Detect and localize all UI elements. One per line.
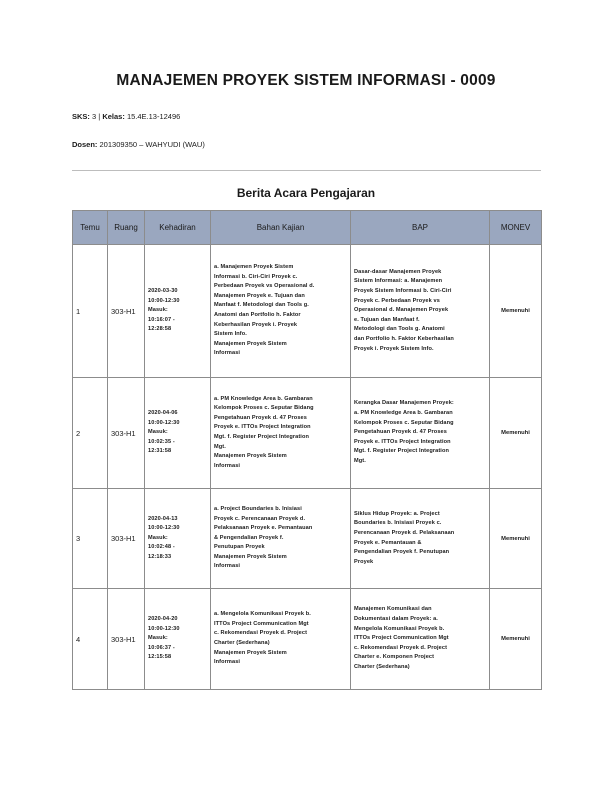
kehadiran-line: 10:00-12:30 (148, 297, 180, 304)
bap-line: Dasar-dasar Manajemen Proyek (354, 268, 442, 275)
table-row (73, 245, 542, 378)
bap-line: Operasional d. Manajemen Proyek (354, 307, 449, 314)
kehadiran-line: Masuk: (148, 635, 168, 642)
kehadiran-line: 10:06:37 - (148, 644, 175, 651)
bap-line: Proyek c. Perbedaan Proyek vs (354, 297, 440, 304)
cell-ruang: 303-H1 (108, 589, 145, 690)
bap-line: Proyek i. Proyek Sistem Info. (354, 345, 434, 352)
kehadiran-line: Masuk: (148, 307, 168, 314)
bap-line: Charter e. Komponen Project (354, 654, 435, 661)
bahan-line: a. Mengelola Komunikasi Proyek b. (214, 611, 311, 618)
table-header-row (73, 211, 542, 245)
table-row (73, 378, 542, 489)
bap-line: Proyek Sistem Informasi b. Ciri-Ciri (354, 288, 452, 295)
kehadiran-line: 2020-04-20 (148, 616, 178, 623)
cell-kehadiran (145, 489, 211, 589)
bahan-line: Informasi b. Ciri-Ciri Proyek c. (214, 273, 298, 280)
kehadiran-line: 10:02:35 - (148, 438, 175, 445)
bahan-line: Charter (Sederhana) (214, 640, 270, 646)
cell-ruang: 303-H1 (108, 378, 145, 489)
bahan-line: Mgt. f. Register Project Integration (214, 434, 309, 440)
cell-temu: 3 (73, 489, 108, 589)
kehadiran-line: 10:16:07 - (148, 316, 175, 323)
bahan-line: Kelompok Proses c. Seputar Bidang (214, 405, 314, 412)
kehadiran-line: 12:31:58 (148, 448, 172, 455)
kehadiran-line: 2020-04-06 (148, 410, 178, 417)
bap-line: Perencanaan Proyek d. Pelaksanaan (354, 529, 455, 536)
bahan-line: Manajemen Proyek Sistem (214, 340, 287, 347)
cell-bap (351, 245, 490, 378)
bahan-line: Anatomi dan Portfolio h. Faktor (214, 312, 301, 318)
bap-line: Charter (Sederhana) (354, 663, 410, 670)
bap-line: Dokumentasi dalam Proyek: a. (354, 616, 438, 623)
cell-temu: 4 (73, 589, 108, 690)
kehadiran-line: 2020-03-30 (148, 288, 178, 295)
bap-line: c. Rekomendasi Proyek d. Project (354, 644, 448, 651)
table-row (73, 589, 542, 690)
bap-line: Proyek e. Pemantauan & (354, 539, 422, 546)
sks-label: SKS (72, 112, 88, 121)
bap-line: Manajemen Komunikasi dan (354, 606, 432, 613)
bap-line: Mgt. f. Register Project Integration (354, 448, 449, 455)
cell-kehadiran (145, 589, 211, 690)
bahan-line: Perbedaan Proyek vs Operasional d. (214, 283, 315, 290)
bahan-line: Manajemen Proyek Sistem (214, 649, 287, 656)
cell-temu: 1 (73, 245, 108, 378)
kehadiran-line: 12:18:33 (148, 553, 172, 560)
divider (72, 170, 541, 171)
cell-bap (351, 489, 490, 589)
bahan-line: Sistem Info. (214, 331, 247, 338)
kehadiran-line: 10:02:48 - (148, 544, 175, 551)
cell-monev: Memenuhi (490, 589, 542, 690)
kelas-value: 15.4E.13-12496 (126, 112, 181, 121)
kehadiran-line: 10:00-12:30 (148, 625, 180, 632)
cell-bahan-kajian (211, 589, 351, 690)
cell-monev: Memenuhi (490, 489, 542, 589)
bahan-line: Informasi (214, 350, 241, 357)
sks-value: 3 (92, 112, 97, 121)
bap-line: Pengetahuan Proyek d. 47 Proses (354, 429, 447, 436)
bahan-line: Manajemen Proyek Sistem (214, 453, 287, 460)
header-bahan-kajian: Bahan Kajian (211, 211, 351, 245)
cell-bahan-kajian (211, 245, 351, 378)
dosen-value: 201309350 – WAHYUDI (WAU) (99, 140, 205, 149)
course-info: SKS: 3 | Kelas: 15.4E.13-12496 (72, 112, 181, 121)
cell-temu: 2 (73, 378, 108, 489)
lecturer-info: Dosen: 201309350 – WAHYUDI (WAU) (72, 140, 205, 149)
bahan-line: Manajemen Proyek Sistem (214, 553, 287, 560)
bap-line: Proyek e. ITTOs Project Integration (354, 438, 451, 445)
bahan-line: Proyek c. Perencanaan Proyek d. (214, 515, 306, 522)
bahan-line: c. Rekomendasi Proyek d. Project (214, 630, 308, 637)
bap-line: Proyek (354, 558, 374, 565)
kehadiran-line: 2020-04-13 (148, 515, 178, 522)
bahan-line: & Pengendalian Proyek f. (214, 534, 284, 541)
cell-monev: Memenuhi (490, 245, 542, 378)
cell-bap (351, 589, 490, 690)
bahan-line: a. PM Knowledge Area b. Gambaran (214, 395, 313, 402)
bahan-line: a. Project Boundaries b. Inisiasi (214, 505, 302, 512)
kehadiran-line: Masuk: (148, 429, 168, 436)
bap-line: e. Tujuan dan Manfaat f. (354, 316, 420, 323)
kehadiran-line: 10:00-12:30 (148, 419, 180, 426)
page-title: MANAJEMEN PROYEK SISTEM INFORMASI - 0009 (116, 72, 496, 89)
bap-line: dan Portfolio h. Faktor Keberhasilan (354, 335, 454, 342)
cell-ruang: 303-H1 (108, 489, 145, 589)
cell-bahan-kajian (211, 378, 351, 489)
cell-ruang: 303-H1 (108, 245, 145, 378)
bap-line: Siklus Hidup Proyek: a. Project (354, 510, 440, 517)
section-title: Berita Acara Pengajaran (236, 186, 376, 200)
bahan-line: ITTOs Project Communication Mgt (214, 620, 309, 627)
bap-line: Kerangka Dasar Manajemen Proyek: (354, 400, 454, 407)
bahan-line: Mgt. (214, 443, 226, 450)
bahan-line: Penutupan Proyek (214, 544, 265, 551)
header-kehadiran: Kehadiran (145, 211, 211, 245)
bap-line: ITTOs Project Communication Mgt (354, 635, 449, 642)
kehadiran-line: 12:28:58 (148, 326, 172, 333)
bahan-line: Informasi (214, 462, 241, 469)
bahan-line: Pelaksanaan Proyek e. Pemantauan (214, 525, 313, 532)
bap-line: a. PM Knowledge Area b. Gambaran (354, 410, 453, 417)
table-row (73, 489, 542, 589)
bahan-line: Pengetahuan Proyek d. 47 Proses (214, 414, 307, 421)
cell-kehadiran (145, 245, 211, 378)
header-temu: Temu (73, 211, 108, 245)
header-ruang: Ruang (108, 211, 145, 245)
kehadiran-line: 10:00-12:30 (148, 525, 180, 532)
bap-line: Mengelola Komunikasi Proyek b. (354, 625, 445, 632)
kehadiran-line: 12:15:58 (148, 654, 172, 661)
cell-monev: Memenuhi (490, 378, 542, 489)
bap-line: Pengendalian Proyek f. Penutupan (354, 549, 450, 556)
kehadiran-line: Masuk: (148, 534, 168, 541)
bahan-line: Proyek e. ITTOs Project Integration (214, 424, 311, 431)
bahan-line: Informasi (214, 659, 241, 666)
cell-kehadiran (145, 378, 211, 489)
bap-line: Kelompok Proses c. Seputar Bidang (354, 419, 454, 426)
bahan-line: Keberhasilan Proyek i. Proyek (214, 321, 298, 328)
bahan-line: a. Manajemen Proyek Sistem (214, 264, 294, 271)
bahan-line: Informasi (214, 563, 241, 570)
bahan-line: Manajemen Proyek e. Tujuan dan (214, 292, 305, 299)
kelas-label: Kelas (102, 112, 123, 121)
bahan-line: Manfaat f. Metodologi dan Tools g. (214, 302, 309, 309)
bap-line: Boundaries b. Inisiasi Proyek c. (354, 520, 442, 527)
cell-bahan-kajian (211, 489, 351, 589)
bap-line: Mgt. (354, 457, 366, 464)
cell-bap (351, 378, 490, 489)
bap-line: Metodologi dan Tools g. Anatomi (354, 326, 445, 333)
bap-line: Sistem Informasi: a. Manajemen (354, 278, 443, 285)
dosen-label: Dosen (72, 140, 95, 149)
teaching-record-table (72, 210, 542, 690)
header-bap: BAP (351, 211, 490, 245)
header-monev: MONEV (490, 211, 542, 245)
